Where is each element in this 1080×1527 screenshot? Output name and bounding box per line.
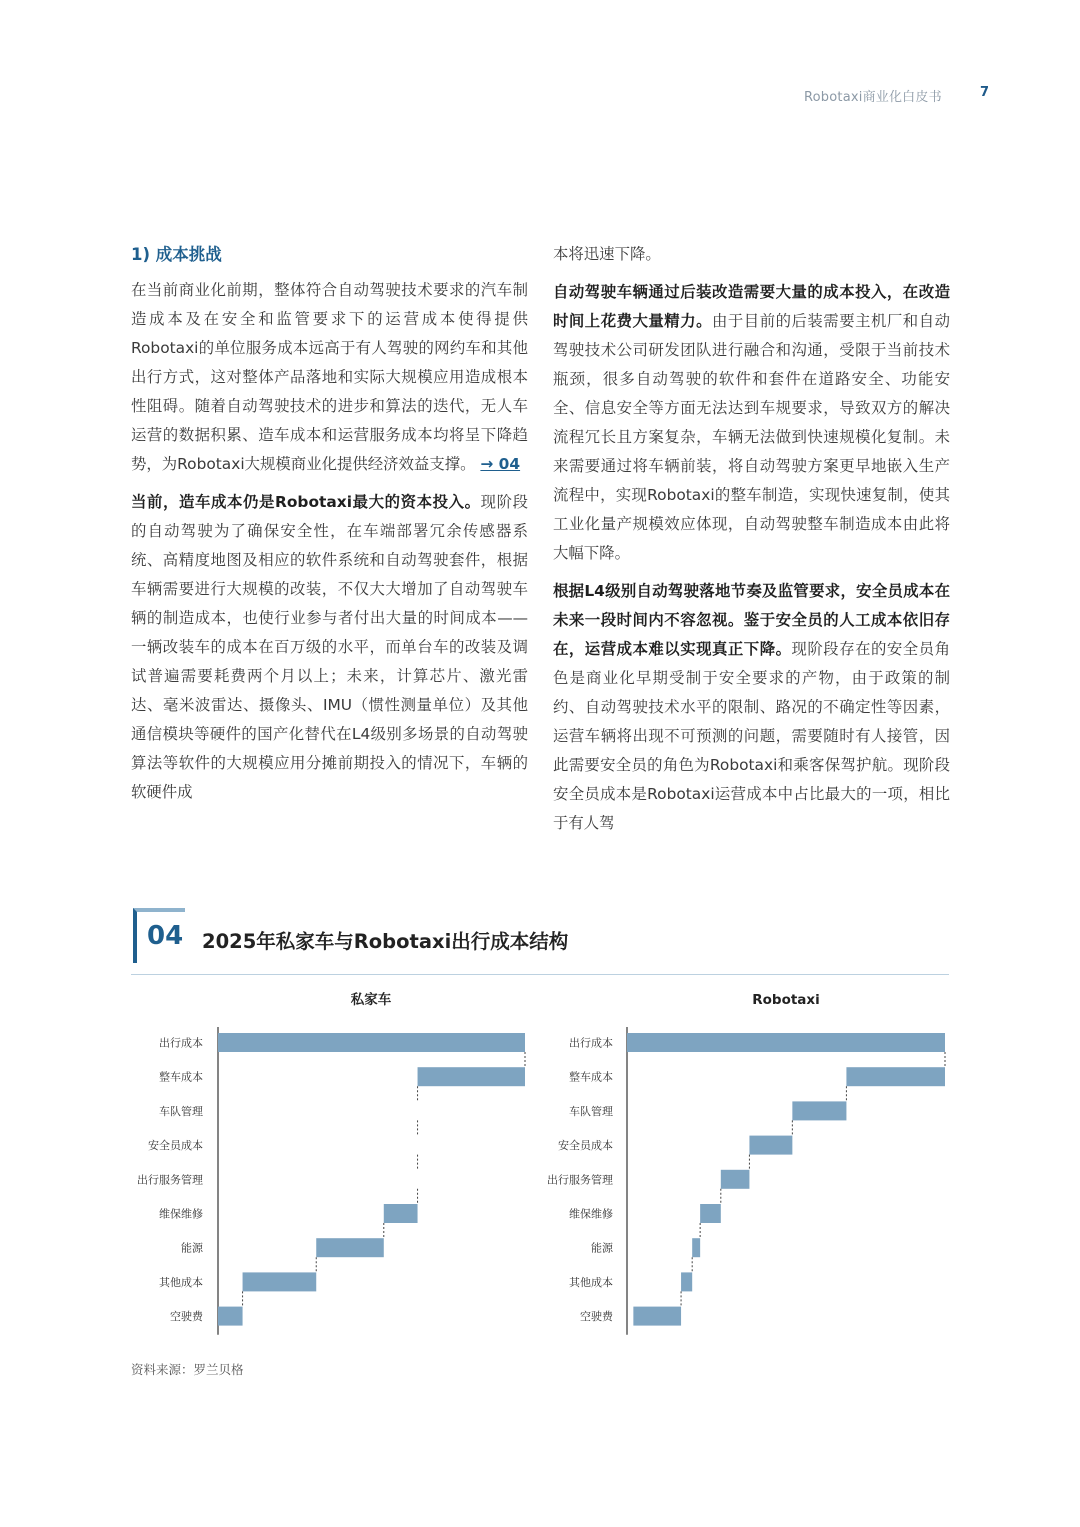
waterfall-bar (633, 1307, 681, 1326)
category-label: 能源 (591, 1241, 613, 1255)
category-label: 其他成本 (569, 1275, 613, 1289)
waterfall-bar (316, 1238, 384, 1257)
figure-title: 2025年私家车与Robotaxi出行成本结构 (202, 930, 569, 953)
paragraph-text: 现阶段存在的安全员角色是商业化早期受制于安全要求的产物，由于政策的制约、自动驾驶技术水平的限制、路况的不确定性等因素，运营车辆将出现不可预测的问题，需要随时有人接管，因此需要安全员的角色为Robotaxi和乘客保驾护航。现阶段安全员成本是Robotaxi运营成本中占比最大的一项，相比于有人驾 (553, 640, 950, 832)
category-label: 空驶费 (170, 1310, 203, 1324)
category-label: 空驶费 (580, 1310, 613, 1324)
paragraph-text: 现阶段的自动驾驶为了确保安全性，在车端部署冗余传感器系统、高精度地图及相应的软件系统和自动驾驶套件，根据车辆需要进行大规模的改装，不仅大大增加了自动驾驶车辆的制造成本，也使行业参与者付出大量的时间成本——一辆改装车的成本在百万级的水平，而单台车的改装及调试普遍需要耗费两个月以上；未来，计算芯片、激光雷达、毫米波雷达、摄像头、IMU（惯性测量单位）及其他通信模块等硬件的国产化替代在L4级别多场景的自动驾驶算法等软件的大规模应用分摊前期投入的情况下，车辆的软硬件成 (131, 493, 528, 801)
waterfall-bar (700, 1204, 721, 1223)
category-label: 出行服务管理 (547, 1173, 613, 1187)
category-label: 安全员成本 (558, 1139, 613, 1153)
category-label: 出行成本 (569, 1036, 613, 1050)
page-number: 7 (980, 85, 990, 100)
paragraph (131, 488, 528, 807)
paragraph (553, 577, 950, 838)
waterfall-charts (131, 985, 949, 1345)
waterfall-bar (721, 1170, 750, 1189)
paragraph (553, 278, 950, 568)
section-heading: 1) 成本挑战 (131, 245, 222, 264)
waterfall-bar (792, 1101, 846, 1120)
waterfall-bar (384, 1204, 418, 1223)
waterfall-bar (749, 1136, 792, 1155)
category-label: 整车成本 (159, 1070, 203, 1084)
source-note: 资料来源：罗兰贝格 (131, 1362, 244, 1377)
figure-divider (131, 974, 949, 975)
paragraph (553, 240, 950, 269)
chart-title: 私家车 (350, 992, 392, 1008)
paragraph (131, 276, 528, 479)
waterfall-bar (681, 1272, 692, 1291)
category-label: 车队管理 (159, 1104, 203, 1118)
waterfall-bar (846, 1067, 945, 1086)
waterfall-bar (692, 1238, 700, 1257)
category-label: 出行成本 (159, 1036, 203, 1050)
paragraph-text: 本将迅速下降。 (553, 245, 661, 263)
category-label: 安全员成本 (148, 1139, 203, 1153)
category-label: 能源 (181, 1241, 203, 1255)
category-label: 维保维修 (159, 1207, 203, 1221)
paragraph-lead: 自动驾驶车辆通过后装改造需要大量的成本投入，在改造时间上花费大量精力。 (553, 283, 950, 330)
paragraph-lead: 当前，造车成本仍是Robotaxi最大的资本投入。 (131, 493, 481, 511)
category-label: 维保维修 (569, 1207, 613, 1221)
left-column (131, 240, 528, 816)
waterfall-bar (418, 1067, 525, 1086)
figure-number: 04 (147, 921, 184, 951)
paragraph-text: 在当前商业化前期，整体符合自动驾驶技术要求的汽车制造成本及在安全和监管要求下的运营成本使得提供Robotaxi的单位服务成本远高于有人驾驶的网约车和其他出行方式，这对整体产品落地和实际大规模应用造成根本性阻碍。随着自动驾驶技术的进步和算法的迭代，无人车运营的数据积累、造车成本和运营服务成本均将呈下降趋势，为Robotaxi大规模商业化提供经济效益支撑。 (131, 281, 528, 473)
category-label: 整车成本 (569, 1070, 613, 1084)
figure-reference-link[interactable]: → 04 (480, 455, 521, 473)
header-title: Robotaxi商业化白皮书 (804, 90, 942, 105)
waterfall-bar (243, 1272, 317, 1291)
chart-title: Robotaxi (752, 992, 820, 1008)
waterfall-bar (218, 1033, 525, 1052)
category-label: 其他成本 (159, 1275, 203, 1289)
paragraph-text: 由于目前的后装需要主机厂和自动驾驶技术公司研发团队进行融合和沟通，受限于当前技术瓶颈，很多自动驾驶的软件和套件在道路安全、功能安全、信息安全等方面无法达到车规要求，导致双方的解决流程冗长且方案复杂，车辆无法做到快速规模化复制。未来需要通过将车辆前装，将自动驾驶方案更早地嵌入生产流程中，实现Robotaxi的整车制造，实现快速复制，使其工业化量产规模效应体现，自动驾驶整车制造成本由此将大幅下降。 (553, 312, 950, 562)
right-column (553, 240, 950, 847)
waterfall-bar (218, 1307, 243, 1326)
paragraph-lead: 根据L4级别自动驾驶落地节奏及监管要求，安全员成本在未来一段时间内不容忽视。鉴于安全员的人工成本依旧存在，运营成本难以实现真正下降。 (553, 582, 950, 658)
waterfall-bar (627, 1033, 945, 1052)
category-label: 车队管理 (569, 1104, 613, 1118)
category-label: 出行服务管理 (137, 1173, 203, 1187)
